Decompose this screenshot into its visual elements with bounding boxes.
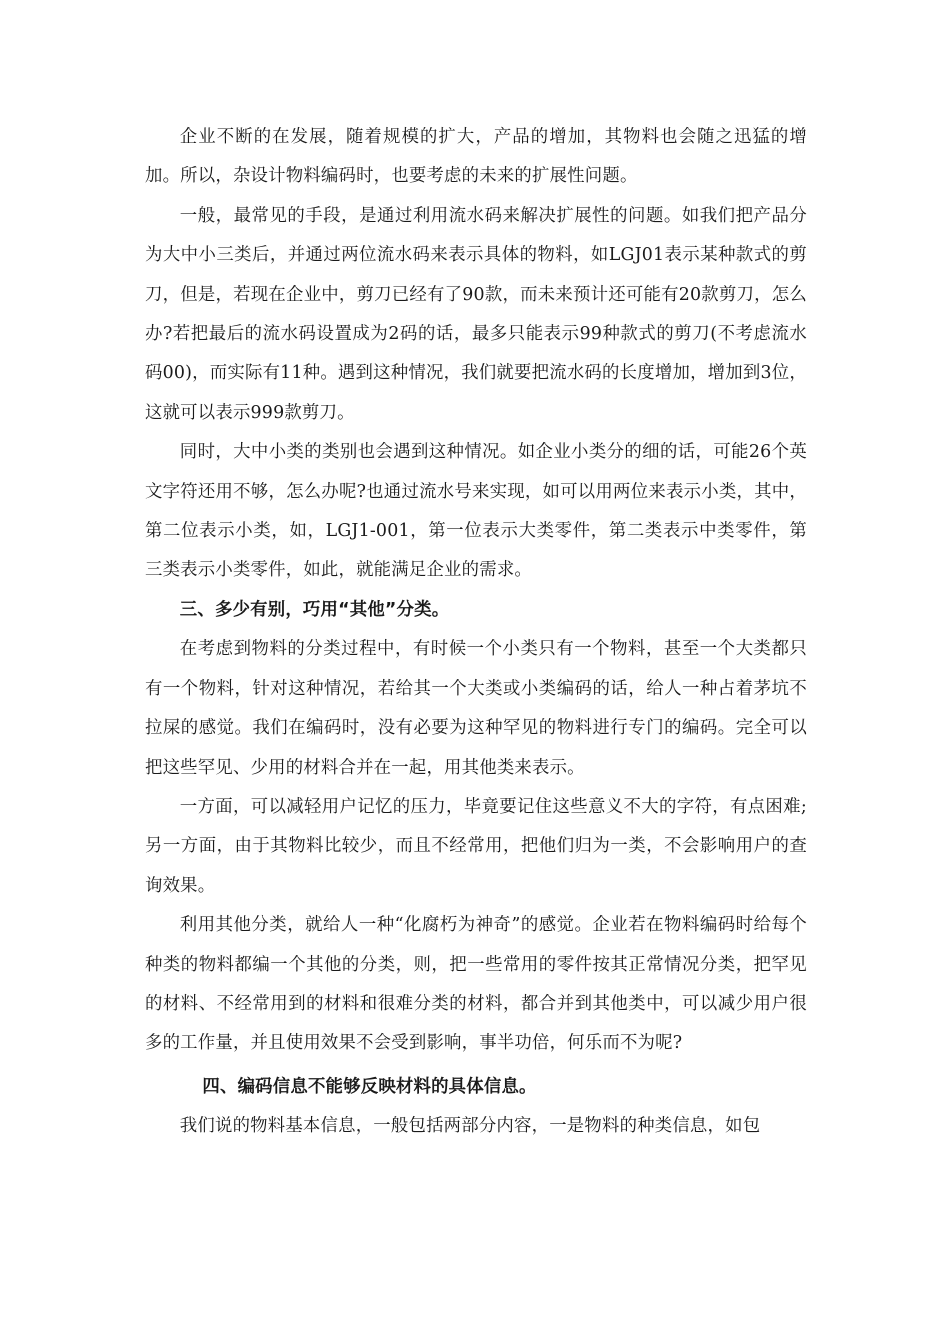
section-heading-4: 四、编码信息不能够反映材料的具体信息。 — [202, 1076, 537, 1097]
section-heading-3: 三、多少有别，巧用“其他”分类。 — [179, 599, 450, 620]
paragraph-other-category: 利用其他分类，就给人一种“化腐朽为神奇”的感觉。企业若在物料编码时给每个种类的物料都编一个其他的分类，则，把一些常用的零件按其正常情况分类，把罕见的材料、不经常用到的材料和很难分类的材料，都合并到其他类中，可以减少用户很多的工作量，并且使用效果不会受到影响，事半功倍，何乐而不为呢? — [145, 915, 807, 1054]
paragraph-expansion-intro: 企业不断的在发展，随着规模的扩大，产品的增加，其物料也会随之迅猛的增加。所以，杂设计物料编码时，也要考虑的未来的扩展性问题。 — [145, 127, 807, 187]
paragraph-basic-info: 我们说的物料基本信息，一般包括两部分内容，一是物料的种类信息，如包 — [179, 1116, 761, 1137]
paragraph-category-levels: 同时，大中小类的类别也会遇到这种情况。如企业小类分的细的话，可能26个英文字符还用不够，怎么办呢?也通过流水号来实现，如可以用两位来表示小类，其中，第二位表示小类，如，LGJ1-001，第一位表示大类零件，第二类表示中类零件，第三类表示小类零件，如此，就能满足企业的需求。 — [145, 442, 807, 581]
paragraph-memory-burden: 一方面，可以减轻用户记忆的压力，毕竟要记住这些意义不大的字符，有点困难;另一方面，由于其物料比较少，而且不经常用，把他们归为一类，不会影响用户的查询效果。 — [145, 796, 807, 896]
document-page — [145, 118, 807, 1147]
paragraph-serial-code: 一般，最常见的手段，是通过利用流水码来解决扩展性的问题。如我们把产品分为大中小三类后，并通过两位流水码来表示具体的物料，如LGJ01表示某种款式的剪刀，但是，若现在企业中，剪刀已经有了90款，而未来预计还可能有20款剪刀，怎么办?若把最后的流水码设置成为2码的话，最多只能表示99种款式的剪刀(不考虑流水码00)，而实际有11种。遇到这种情况，我们就要把流水码的长度增加，增加到3位，这就可以表示999款剪刀。 — [145, 205, 807, 423]
paragraph-rare-materials: 在考虑到物料的分类过程中，有时候一个小类只有一个物料，甚至一个大类都只有一个物料，针对这种情况，若给其一个大类或小类编码的话，给人一种占着茅坑不拉屎的感觉。我们在编码时，没有必要为这种罕见的物料进行专门的编码。完全可以把这些罕见、少用的材料合并在一起，用其他类来表示。 — [145, 639, 807, 778]
